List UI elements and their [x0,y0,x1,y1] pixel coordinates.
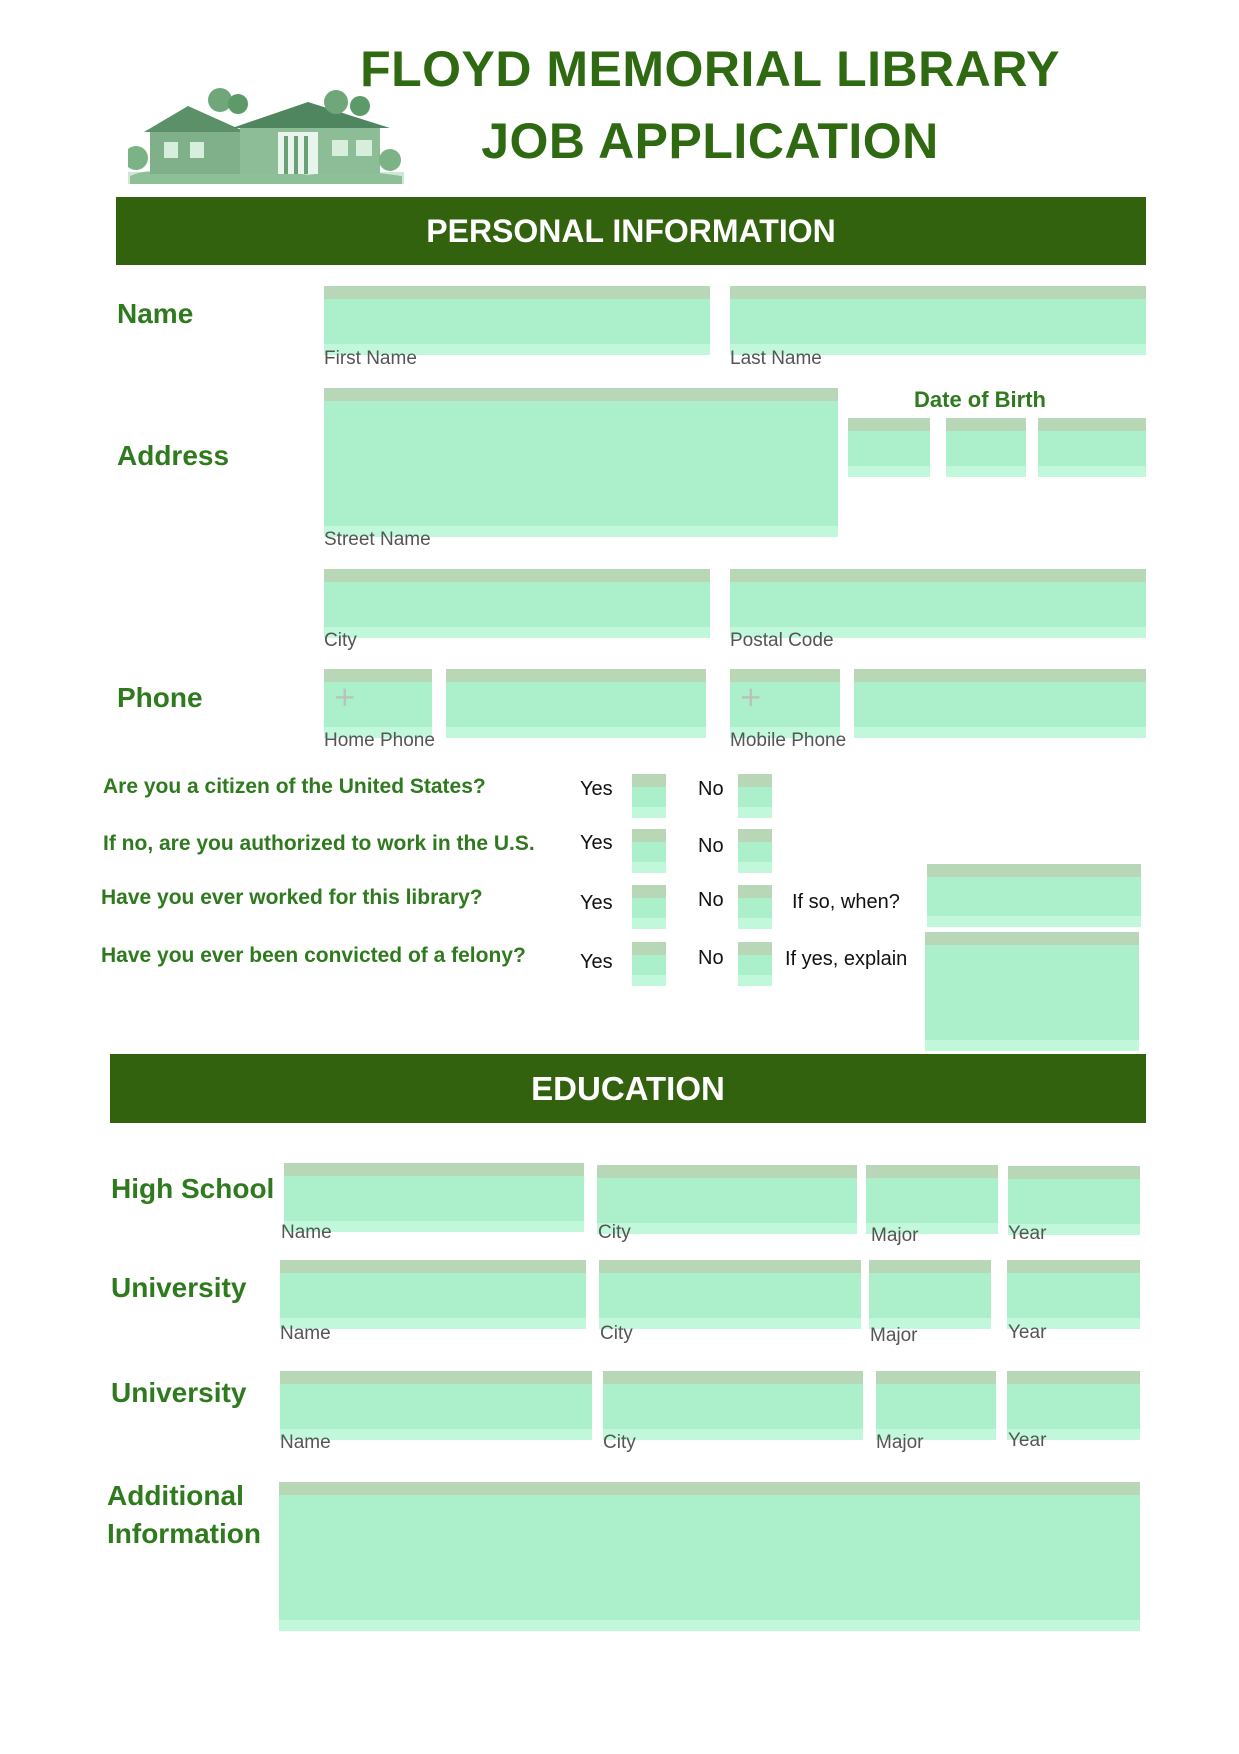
question-authorized-no-label: No [698,835,724,857]
university-2-name-field[interactable] [280,1371,592,1429]
university-1-city-field[interactable] [599,1260,861,1318]
question-authorized-yes-label: Yes [580,832,613,854]
postal-code-caption: Postal Code [730,630,834,651]
additional-information-field[interactable] [279,1482,1140,1620]
mobile-phone-country-code-field[interactable] [730,669,840,727]
university-1-major-caption: Major [870,1325,918,1346]
question-worked-here-followup-label: If so, when? [792,891,900,913]
university-1-major-field[interactable] [869,1260,991,1318]
street-name-caption: Street Name [324,529,431,550]
home-phone-number-field[interactable] [446,669,706,727]
address-label: Address [117,440,230,471]
mobile-phone-caption: Mobile Phone [730,730,847,751]
mobile-phone-number-field[interactable] [854,669,1146,727]
postal-code-field[interactable] [730,569,1146,627]
university-1-label: University [111,1272,247,1303]
high-school-name-field[interactable] [284,1163,584,1221]
question-worked-here-yes-checkbox[interactable] [632,885,666,918]
question-felony-yes-checkbox[interactable] [632,942,666,975]
name-label: Name [117,298,194,329]
felony-explanation-field[interactable] [925,932,1139,1040]
worked-here-when-field[interactable] [927,864,1141,916]
question-authorized-no-checkbox[interactable] [738,829,772,862]
high-school-city-caption: City [598,1222,631,1243]
university-2-major-caption: Major [876,1432,924,1453]
dob-day-field[interactable] [946,418,1026,466]
page-title-line1: FLOYD MEMORIAL LIBRARY [360,41,1060,97]
high-school-name-caption: Name [281,1222,332,1243]
question-felony-no-checkbox[interactable] [738,942,772,975]
university-1-city-caption: City [600,1323,633,1344]
phone-label: Phone [117,682,203,713]
university-2-major-field[interactable] [876,1371,996,1429]
date-of-birth-label: Date of Birth [914,387,1046,412]
dob-month-field[interactable] [848,418,930,466]
question-felony-no-label: No [698,947,724,969]
university-2-label: University [111,1377,247,1408]
question-citizen-yes-checkbox[interactable] [632,774,666,807]
university-2-city-caption: City [603,1432,636,1453]
question-felony-followup-label: If yes, explain [785,948,908,970]
university-1-name-caption: Name [280,1323,331,1344]
high-school-major-caption: Major [871,1225,919,1246]
question-citizen-yes-label: Yes [580,778,613,800]
high-school-major-field[interactable] [866,1165,998,1223]
additional-information-label-line2: Information [107,1518,261,1549]
additional-information-label-line1: Additional [107,1480,244,1511]
last-name-field[interactable] [730,286,1146,344]
high-school-label: High School [111,1173,275,1204]
question-citizen-no-checkbox[interactable] [738,774,772,807]
first-name-field[interactable] [324,286,710,344]
question-worked-here-no-checkbox[interactable] [738,885,772,918]
section-personal-information: PERSONAL INFORMATION [116,197,1146,265]
last-name-caption: Last Name [730,348,822,369]
university-2-city-field[interactable] [603,1371,863,1429]
question-worked-here-no-label: No [698,889,724,911]
high-school-city-field[interactable] [597,1165,857,1223]
street-name-field[interactable] [324,388,838,526]
question-citizen: Are you a citizen of the United States? [103,775,486,798]
question-authorized: If no, are you authorized to work in the U.S. [103,832,535,855]
university-2-year-caption: Year [1008,1430,1047,1451]
city-caption: City [324,630,357,651]
first-name-caption: First Name [324,348,417,369]
question-felony: Have you ever been convicted of a felony? [101,944,526,967]
section-education: EDUCATION [110,1054,1146,1123]
high-school-year-field[interactable] [1008,1166,1140,1224]
question-worked-here-yes-label: Yes [580,892,613,914]
university-1-year-caption: Year [1008,1322,1047,1343]
question-worked-here: Have you ever worked for this library? [101,886,483,909]
question-citizen-no-label: No [698,778,724,800]
dob-year-field[interactable] [1038,418,1146,466]
question-felony-yes-label: Yes [580,951,613,973]
university-2-name-caption: Name [280,1432,331,1453]
home-phone-country-code-field[interactable] [324,669,432,727]
university-1-year-field[interactable] [1007,1260,1140,1318]
page-title-line2: JOB APPLICATION [481,113,939,169]
question-authorized-yes-checkbox[interactable] [632,829,666,862]
university-2-year-field[interactable] [1007,1371,1140,1429]
city-field[interactable] [324,569,710,627]
home-phone-caption: Home Phone [324,730,435,751]
university-1-name-field[interactable] [280,1260,586,1318]
high-school-year-caption: Year [1008,1223,1047,1244]
